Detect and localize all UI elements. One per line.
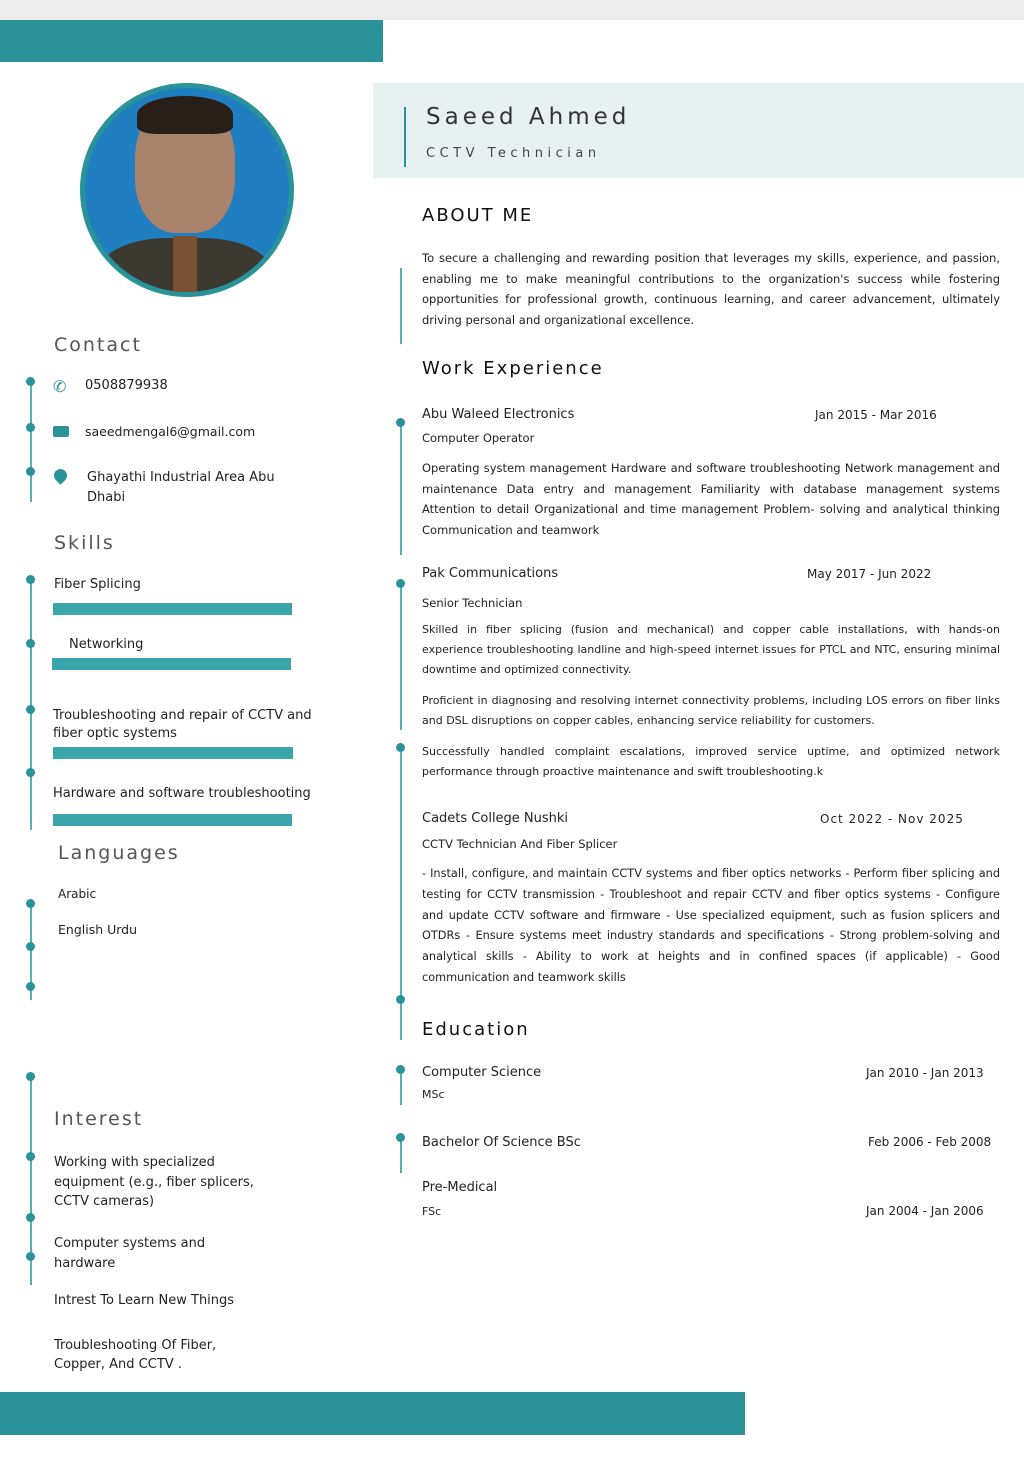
phone-icon: ✆ (53, 377, 67, 396)
job-description: Operating system management Hardware and software troubleshooting Network management and maintenance Data entry and management Familiarity with database management systems Attention to detail Organizational and time management Problem- solving and analytical thinking Communication and teamwork (422, 461, 1000, 537)
job-dates: Oct 2022 - Nov 2025 (820, 812, 964, 826)
interest-item: Computer systems and hardware (54, 1236, 206, 1271)
work-heading: Work Experience (422, 358, 604, 379)
bottom-accent-bar (0, 1392, 745, 1435)
top-strip (0, 0, 1024, 20)
address: Ghayathi Industrial Area Abu Dhabi (87, 470, 275, 505)
job-company: Abu Waleed Electronics (422, 407, 575, 422)
email-icon (53, 426, 69, 437)
education-dates: Jan 2004 - Jan 2006 (866, 1204, 984, 1218)
job-role: Senior Technician (422, 596, 523, 610)
job-dates: Jan 2015 - Mar 2016 (815, 408, 937, 422)
interest-item: Troubleshooting Of Fiber, Copper, And CCTV . (54, 1338, 217, 1372)
job-role: Computer Operator (422, 431, 535, 445)
about-heading: ABOUT ME (422, 205, 534, 226)
job-description: Skilled in fiber splicing (fusion and mechanical) and copper cable installations, with hands-on experience troubleshooting landline and high-speed internet issues for PTCL and NTC, ensuring minimal downtime and optimized connectivity. (422, 623, 1000, 676)
interest-item: Working with specialized equipment (e.g., fiber splicers, CCTV cameras) (54, 1155, 254, 1209)
job-role: CCTV Technician And Fiber Splicer (422, 837, 618, 851)
candidate-name: Saeed Ahmed (426, 104, 631, 130)
name-header (373, 83, 1024, 178)
job-company: Cadets College Nushki (422, 811, 569, 826)
about-text: To secure a challenging and rewarding position that leverages my skills, experience, and passion, enabling me to make meaningful contributions to the organization's success while fostering opportunities for professional growth, continuous learning, and career advancement, ultimately driving personal and organizational excellence. (422, 251, 1000, 327)
skill-label: Hardware and software troubleshooting (53, 786, 311, 801)
job-description: - Install, configure, and maintain CCTV systems and fiber optics networks - Perform fiber splicing and testing for CCTV transmission - Troubleshoot and repair CCTV and fiber optics systems - Configure and update CCTV software and firmware - Use specialized equipment, such as fusion splicers and OTDRs - Ensure systems meet industry standards and specifications - Strong problem-solving and analytical skills - Ability to work at heights and in confined spaces (if applicable) - Good communication and teamwork skills (422, 867, 1000, 984)
education-dates: Jan 2010 - Jan 2013 (866, 1066, 984, 1080)
skills-heading: Skills (54, 532, 115, 554)
degree: Bachelor Of Science BSc (422, 1135, 581, 1150)
degree: Computer Science (422, 1065, 542, 1080)
skill-level-bar (53, 814, 292, 826)
candidate-title: CCTV Technician (426, 146, 601, 161)
degree: Pre-Medical (422, 1180, 498, 1195)
education-dates: Feb 2006 - Feb 2008 (868, 1135, 992, 1149)
language-item: English Urdu (58, 922, 138, 937)
job-company: Pak Communications (422, 566, 559, 581)
skill-level-bar (53, 603, 292, 615)
skill-label: Fiber Splicing (54, 577, 141, 592)
job-description: Successfully handled complaint escalations, improved service uptime, and optimized network performance through proactive maintenance and swift troubleshooting.k (422, 745, 1000, 778)
phone-number[interactable]: 0508879938 (85, 378, 168, 393)
email-address[interactable]: saeedmengal6@gmail.com (85, 424, 256, 439)
skill-level-bar (52, 658, 291, 670)
education-heading: Education (422, 1019, 530, 1040)
skill-label: Networking (69, 637, 144, 652)
skill-level-bar (53, 747, 293, 759)
language-item: Arabic (58, 887, 97, 901)
interest-item: Intrest To Learn New Things (54, 1293, 235, 1308)
interest-heading: Interest (54, 1108, 144, 1130)
location-icon (51, 466, 69, 484)
contact-heading: Contact (54, 334, 142, 356)
job-dates: May 2017 - Jun 2022 (807, 567, 932, 581)
degree-level: FSc (422, 1205, 442, 1218)
skill-label: Troubleshooting and repair of CCTV and fiber optic systems (53, 708, 312, 741)
profile-photo (80, 83, 294, 297)
degree-level: MSc (422, 1088, 445, 1101)
languages-heading: Languages (58, 842, 180, 864)
job-description: Proficient in diagnosing and resolving internet connectivity problems, including LOS errors on fiber links and DSL disruptions on copper cables, enhancing service reliability for customers. (422, 694, 1000, 727)
top-accent-bar (0, 20, 383, 62)
